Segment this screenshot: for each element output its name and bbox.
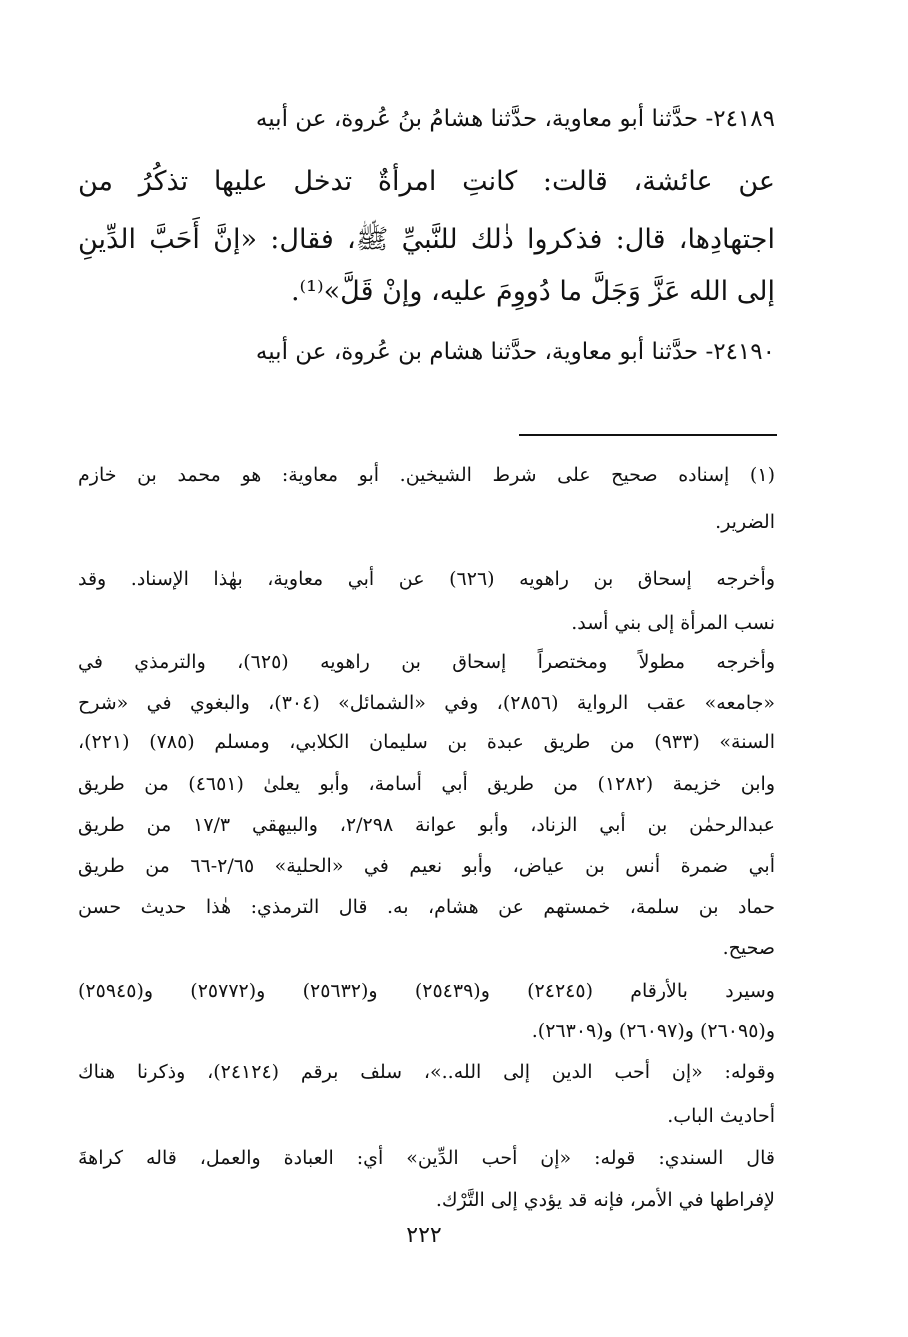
footnote-line: وأخرجه إسحاق بن راهويه (٦٢٦) عن أبي معاوية، بهٰذا الإسناد. وقد <box>78 568 775 590</box>
hadith-heading: ٢٤١٩٠- حدَّثنا أبو معاوية، حدَّثنا هشام بن عُروة، عن أبيه <box>255 339 775 365</box>
footnote-line: وابن خزيمة (١٢٨٢) من طريق أبي أسامة، وأبو يعلىٰ (٤٦٥١) من طريق <box>78 773 775 795</box>
footnote-line: الضرير. <box>715 511 775 533</box>
hadith-text-line: عن عائشة، قالت: كانتِ امرأةٌ تدخل عليها تذكُرُ من <box>78 166 775 197</box>
footnote-line: «جامعه» عقب الرواية (٢٨٥٦)، وفي «الشمائل» (٣٠٤)، والبغوي في «شرح <box>78 692 775 714</box>
hadith-heading: ٢٤١٨٩- حدَّثنا أبو معاوية، حدَّثنا هشامُ بنُ عُروة، عن أبيه <box>255 106 775 132</box>
hadith-text-line: إلى الله عَزَّ وَجَلَّ ما دُووِمَ عليه، وإنْ قَلَّ»⁽¹⁾. <box>290 276 775 307</box>
footnote-line: وأخرجه مطولاً ومختصراً إسحاق بن راهويه (٦٢٥)، والترمذي في <box>78 651 775 673</box>
footnote-line: (١) إسناده صحيح على شرط الشيخين. أبو معاوية: هو محمد بن خازم <box>78 464 775 486</box>
footnote-line: السنة» (٩٣٣) من طريق عبدة بن سليمان الكلابي، ومسلم (٧٨٥) (٢٢١)، <box>78 731 775 753</box>
footnote-line: صحيح. <box>722 937 775 959</box>
footnote-line: أحاديث الباب. <box>667 1105 775 1127</box>
footnote-line: لإفراطها في الأمر، فإنه قد يؤدي إلى التَّرْك. <box>435 1189 775 1211</box>
footnote-line: حماد بن سلمة، خمستهم عن هشام، به. قال الترمذي: هٰذا حديث حسن <box>78 896 775 918</box>
footnote-line: عبدالرحمٰن بن أبي الزناد، وأبو عوانة ٢/٢٩٨، والبيهقي ١٧/٣ من طريق <box>78 814 775 836</box>
footnote-separator <box>519 434 777 436</box>
footnote-line: قال السندي: قوله: «إن أحب الدِّين» أي: العبادة والعمل، قاله كراهةَ <box>78 1147 775 1169</box>
footnote-line: وقوله: «إن أحب الدين إلى الله..»، سلف برقم (٢٤١٢٤)، وذكرنا هناك <box>78 1061 776 1083</box>
footnote-line: وسيرد بالأرقام (٢٤٢٤٥) و(٢٥٤٣٩) و(٢٥٦٣٢) و(٢٥٧٧٢) و(٢٥٩٤٥) <box>78 980 775 1002</box>
footnote-line: و(٢٦٠٩٥) و(٢٦٠٩٧) و(٢٦٣٠٩). <box>531 1020 775 1042</box>
footnote-line: نسب المرأة إلى بني أسد. <box>571 612 775 634</box>
hadith-text-line: اجتهادِها، قال: فذكروا ذٰلك للنَّبيِّ ﷺ، فقال: «إنَّ أَحَبَّ الدِّينِ <box>78 224 775 255</box>
footnote-line: أبي ضمرة أنس بن عياض، وأبو نعيم في «الحلية» ٢/٦٥-٦٦ من طريق <box>78 855 775 877</box>
page-number: ٢٢٢ <box>406 1223 442 1248</box>
